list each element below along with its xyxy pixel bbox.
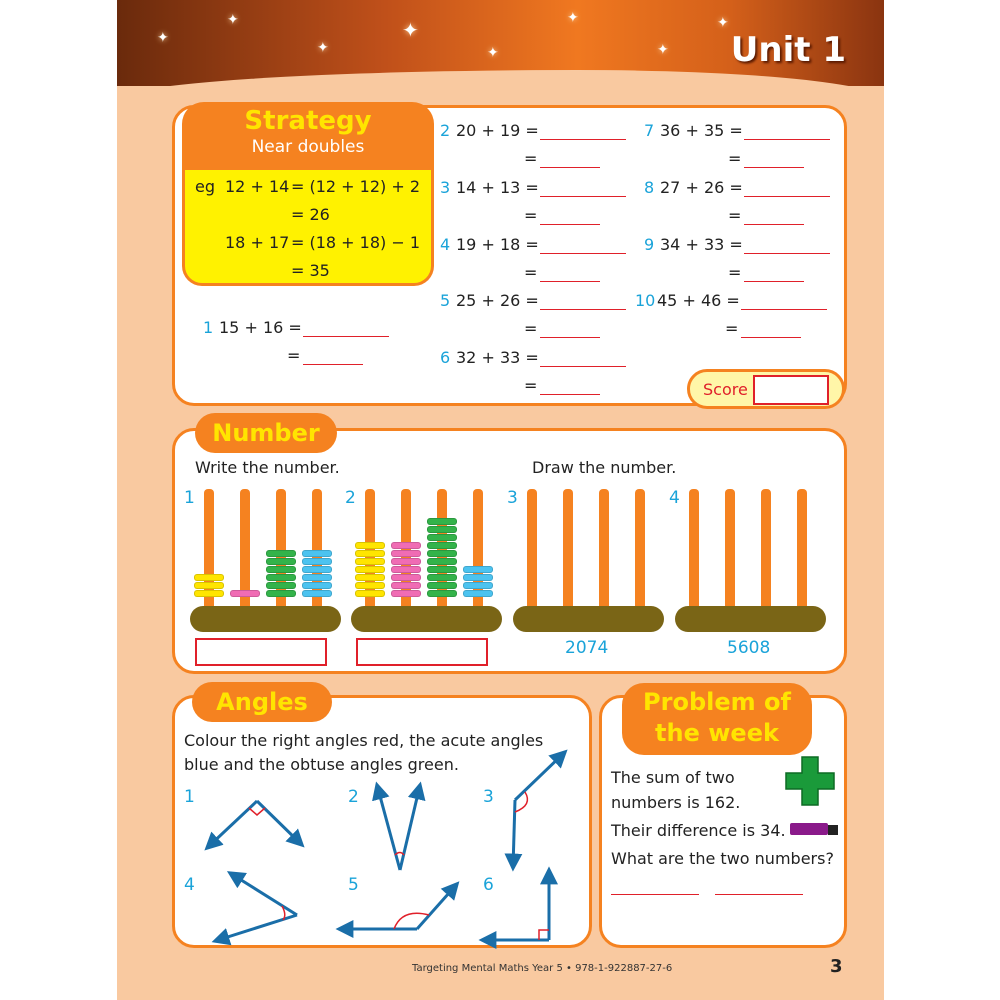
- angle-label-1: 1: [184, 787, 195, 807]
- example-step: = (18 + 18) − 1: [291, 233, 421, 252]
- angles-instruction-line2: blue and the obtuse angles green.: [184, 755, 459, 774]
- abacus-label: 2: [345, 488, 356, 508]
- equals-sign: =: [728, 206, 742, 225]
- score-label: Score: [703, 380, 748, 399]
- question-expression: 25 + 26 =: [456, 291, 539, 310]
- draw-instruction: Draw the number.: [532, 458, 677, 477]
- sparkle-icon: ✦: [402, 18, 419, 42]
- angle-label-4: 4: [184, 875, 195, 895]
- question-expression: 45 + 46 =: [657, 291, 740, 310]
- question-number: 10: [635, 291, 656, 310]
- equals-sign: =: [287, 346, 301, 365]
- question-number: 6: [440, 348, 451, 367]
- abacus-label: 1: [184, 488, 195, 508]
- sparkle-icon: ✦: [567, 10, 579, 26]
- sparkle-icon: ✦: [487, 45, 499, 61]
- strategy-title: Strategy: [244, 106, 372, 136]
- question-number: 5: [440, 291, 451, 310]
- question-expression: 36 + 35 =: [660, 121, 743, 140]
- question-expression: 20 + 19 =: [456, 121, 539, 140]
- equals-sign: =: [728, 149, 742, 168]
- question-expression: 14 + 13 =: [456, 178, 539, 197]
- abacus-label: 4: [669, 488, 680, 508]
- angles-instruction-line1: Colour the right angles red, the acute angles: [184, 731, 544, 750]
- sparkle-icon: ✦: [317, 40, 329, 56]
- angle-label-6: 6: [483, 875, 494, 895]
- question-number: 8: [644, 178, 655, 197]
- question-number: 9: [644, 235, 655, 254]
- example-expression: 12 + 14: [225, 177, 290, 196]
- question-expression: 34 + 33 =: [660, 235, 743, 254]
- equals-sign: =: [524, 149, 538, 168]
- question-number: 3: [440, 178, 451, 197]
- page-number: 3: [830, 956, 843, 977]
- equals-sign: =: [524, 319, 538, 338]
- sparkle-icon: ✦: [717, 15, 729, 31]
- draw-number-value: 5608: [727, 638, 771, 658]
- angle-label-3: 3: [483, 787, 494, 807]
- equals-sign: =: [728, 263, 742, 282]
- plus-icon: [786, 757, 834, 805]
- example-step: = (12 + 12) + 2: [291, 177, 421, 196]
- draw-number-value: 2074: [565, 638, 609, 658]
- sparkle-icon: ✦: [157, 30, 169, 46]
- question-number: 1: [203, 318, 214, 337]
- angle-label-5: 5: [348, 875, 359, 895]
- answer-line-2[interactable]: [715, 893, 803, 895]
- equals-sign: =: [524, 263, 538, 282]
- minus-icon: [790, 823, 838, 835]
- sparkle-icon: ✦: [657, 42, 669, 58]
- strategy-subtitle: Near doubles: [251, 137, 365, 157]
- footer-text: Targeting Mental Maths Year 5 • 978-1-922887-27-6: [412, 963, 673, 974]
- question-number: 4: [440, 235, 451, 254]
- abacus-label: 3: [507, 488, 518, 508]
- example-result: = 35: [291, 261, 330, 280]
- equals-sign: =: [524, 206, 538, 225]
- example-result: = 26: [291, 205, 330, 224]
- answer-line-1[interactable]: [611, 893, 699, 895]
- question-expression: 27 + 26 =: [660, 178, 743, 197]
- question-expression: 15 + 16 =: [219, 318, 302, 337]
- problem-line2: numbers is 162.: [611, 793, 741, 812]
- question-number: 7: [644, 121, 655, 140]
- question-expression: 19 + 18 =: [456, 235, 539, 254]
- problem-title-line1: Problem of: [643, 688, 791, 716]
- example-expression: 18 + 17: [225, 233, 290, 252]
- problem-line4: What are the two numbers?: [611, 849, 834, 868]
- question-number: 2: [440, 121, 451, 140]
- problem-icons: [117, 0, 884, 1000]
- number-title: Number: [195, 413, 337, 453]
- problem-line3: Their difference is 34.: [611, 821, 786, 840]
- sparkle-icon: ✦: [227, 12, 239, 28]
- equals-sign: =: [524, 376, 538, 395]
- problem-line1: The sum of two: [611, 768, 735, 787]
- problem-title-line2: the week: [655, 719, 779, 747]
- unit-title: Unit 1: [730, 30, 846, 70]
- question-expression: 32 + 33 =: [456, 348, 539, 367]
- write-instruction: Write the number.: [195, 458, 340, 477]
- equals-sign: =: [725, 319, 739, 338]
- angles-title: Angles: [192, 682, 332, 722]
- angle-label-2: 2: [348, 787, 359, 807]
- example-prefix: eg: [195, 177, 215, 196]
- worksheet-page: [117, 0, 884, 1000]
